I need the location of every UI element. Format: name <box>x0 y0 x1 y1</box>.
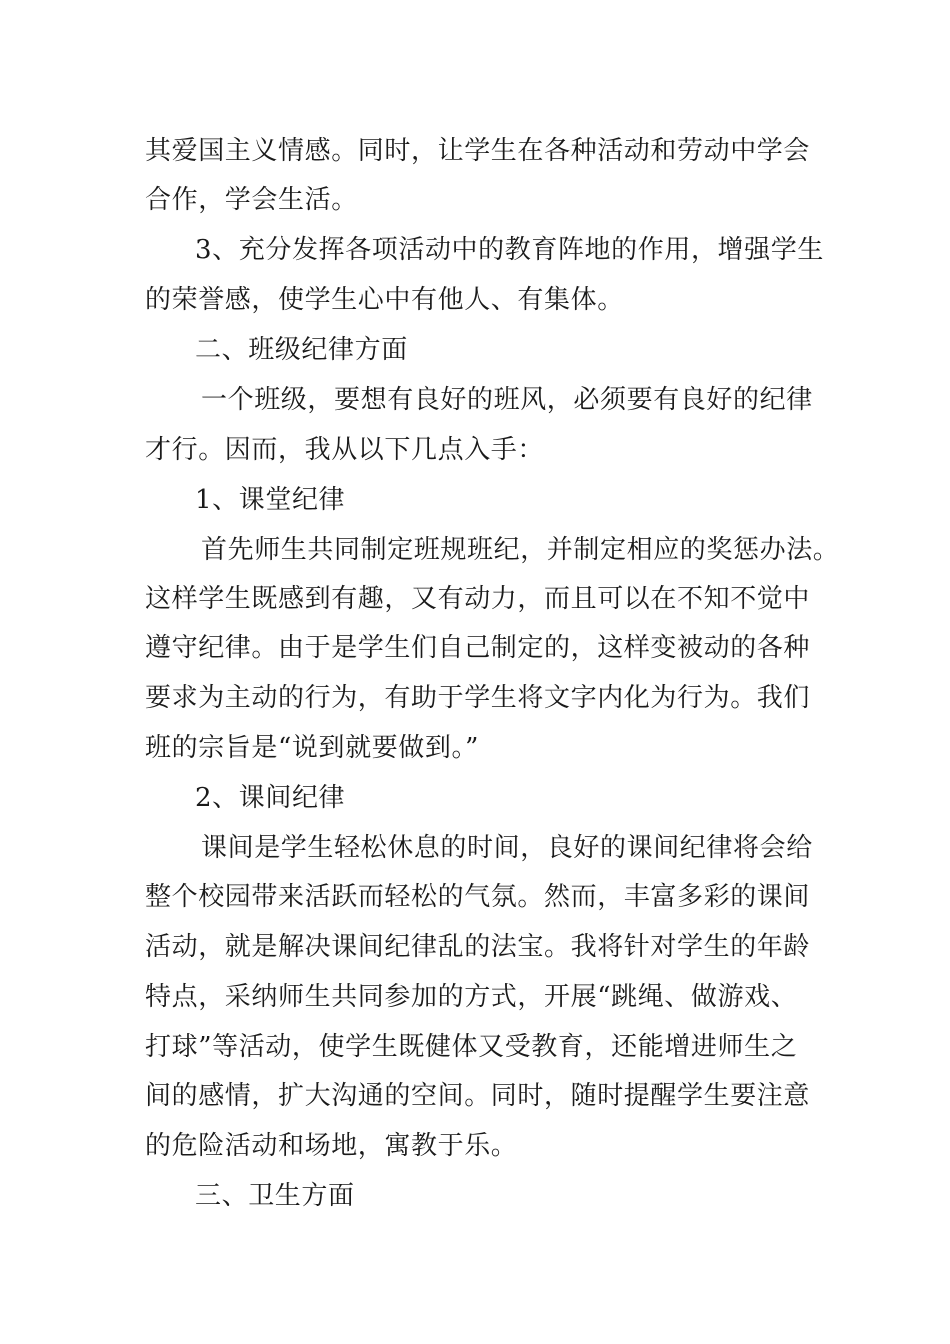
subsection-heading: 1、课堂纪律 <box>195 485 346 515</box>
text-line: 3、充分发挥各项活动中的教育阵地的作用，增强学生 <box>195 235 824 265</box>
text-line: 班的宗旨是“说到就要做到。” <box>145 733 479 763</box>
text-line: 特点，采纳师生共同参加的方式，开展“跳绳、做游戏、 <box>145 982 798 1012</box>
text-line: 遵守纪律。由于是学生们自己制定的，这样变被动的各种 <box>145 633 811 663</box>
text-line: 间的感情，扩大沟通的空间。同时，随时提醒学生要注意 <box>145 1081 811 1111</box>
text-line: 整个校园带来活跃而轻松的气氛。然而，丰富多彩的课间 <box>145 882 811 912</box>
text-line: 才行。因而，我从以下几点入手： <box>145 435 545 465</box>
text-line: 的荣誉感，使学生心中有他人、有集体。 <box>145 285 624 315</box>
text-line: 活动，就是解决课间纪律乱的法宝。我将针对学生的年龄 <box>145 932 811 962</box>
text-line: 这样学生既感到有趣，又有动力，而且可以在不知不觉中 <box>145 584 811 614</box>
text-line: 其爱国主义情感。同时，让学生在各种活动和劳动中学会 <box>145 136 811 166</box>
text-line: 一个班级，要想有良好的班风，必须要有良好的纪律 <box>201 385 813 415</box>
text-line: 打球”等活动，使学生既健体又受教育，还能增进师生之 <box>145 1032 798 1062</box>
text-line: 首先师生共同制定班规班纪，并制定相应的奖惩办法。 <box>201 535 840 565</box>
text-line: 要求为主动的行为，有助于学生将文字内化为行为。我们 <box>145 683 811 713</box>
section-heading: 二、班级纪律方面 <box>195 335 408 365</box>
subsection-heading: 2、课间纪律 <box>195 783 346 813</box>
text-line: 的危险活动和场地，寓教于乐。 <box>145 1131 518 1161</box>
text-line: 合作，学会生活。 <box>145 185 358 215</box>
section-heading: 三、卫生方面 <box>195 1181 355 1211</box>
text-line: 课间是学生轻松休息的时间，良好的课间纪律将会给 <box>201 833 813 863</box>
